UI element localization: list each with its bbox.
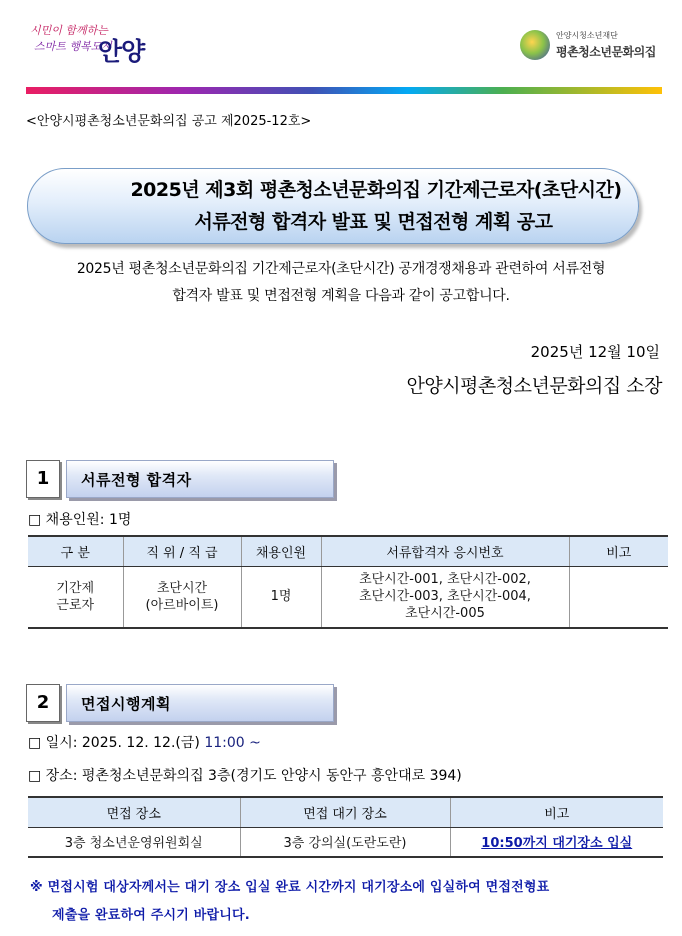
title-banner [27, 168, 639, 244]
cell-position [123, 566, 241, 628]
cell-applicants [321, 566, 569, 628]
city-name-logo: 안양 [98, 37, 145, 66]
applicants-line-3: 초단시간-005 [405, 606, 485, 622]
org-logo-sub: 안양시청소년재단 [556, 31, 618, 40]
section-1-title-bar [66, 460, 334, 498]
city-slogan-line1: 시민이 함께하는 [30, 24, 108, 37]
cell-count: 1명 [241, 566, 321, 628]
applicants-line-1: 초단시간-001, 초단시간-002, [359, 572, 531, 588]
schedule-time: 11:00 ~ [204, 735, 261, 751]
schedule-date: □ 일시: 2025. 12. 12.(금) [28, 735, 200, 751]
org-logo-name: 평촌청소년문화의집 [556, 45, 656, 59]
section-2-number: 2 [26, 684, 60, 722]
cell-category [28, 566, 123, 628]
category-line-1: 기간제 [56, 580, 95, 596]
table-row [28, 827, 663, 857]
cell-interview-room: 3층 청소년운영위원회실 [28, 827, 240, 857]
col-count: 채용인원 [241, 536, 321, 566]
arrival-deadline: 10:50까지 대기장소 입실 [481, 836, 633, 852]
header-divider-bar [26, 87, 662, 94]
notice-number: <안양시평촌청소년문화의집 공고 제2025-12호> [26, 114, 312, 129]
cell-waiting-room: 3층 강의실(도란도란) [240, 827, 450, 857]
col-applicants: 서류합격자 응시번호 [321, 536, 569, 566]
col-interview-room: 면접 장소 [28, 797, 240, 827]
position-line-1: 초단시간 [156, 580, 208, 596]
table-row [28, 566, 668, 628]
interview-schedule [28, 732, 261, 752]
section-1-header [26, 460, 334, 498]
document-pass-table [28, 535, 668, 629]
section-1-number: 1 [26, 460, 60, 498]
table-header-row [28, 797, 663, 827]
signer: 안양시평촌청소년문화의집 소장 [406, 375, 662, 397]
org-logo [520, 28, 670, 62]
section-2-header [26, 684, 334, 722]
notice-date: 2025년 12월 10일 [530, 343, 660, 361]
col-waiting-room: 면접 대기 장소 [240, 797, 450, 827]
interview-place-table [28, 796, 663, 858]
col-position: 직 위 / 직 급 [123, 536, 241, 566]
intro-line-1: 2025년 평촌청소년문화의집 기간제근로자(초단시간) 공개경쟁채용과 관련하여 서류전형 [76, 261, 606, 277]
applicants-line-2: 초단시간-003, 초단시간-004, [359, 589, 531, 605]
city-slogan-line2: 스마트 행복도시 [34, 40, 112, 53]
title-line-1: 2025년 제3회 평촌청소년문화의집 기간제근로자(초단시간) [130, 179, 622, 201]
col-note: 비고 [569, 536, 668, 566]
col-note: 비고 [450, 797, 663, 827]
anyang-city-logo [30, 20, 150, 70]
table-header-row [28, 536, 668, 566]
section-2-title: 면접시행계획 [81, 695, 171, 713]
intro-line-2: 합격자 발표 및 면접전형 계획을 다음과 같이 공고합니다. [172, 288, 510, 304]
footnote-line-2: 제출을 완료하여 주시기 바랍니다. [52, 908, 250, 923]
cell-note [569, 566, 668, 628]
interview-location: □ 장소: 평촌청소년문화의집 3층(경기도 안양시 동안구 흥안대로 394) [28, 768, 462, 784]
category-line-2: 근로자 [56, 597, 95, 613]
cell-note [450, 827, 663, 857]
position-line-2: (아르바이트) [145, 597, 219, 613]
title-line-2: 서류전형 합격자 발표 및 면접전형 계획 공고 [194, 211, 553, 233]
hiring-count: □ 채용인원: 1명 [28, 512, 132, 528]
org-emblem-icon [520, 30, 550, 60]
col-category: 구 분 [28, 536, 123, 566]
footnote-line-1: ※ 면접시험 대상자께서는 대기 장소 입실 완료 시간까지 대기장소에 입실하여 면접전형표 [30, 880, 550, 895]
section-1-title: 서류전형 합격자 [81, 471, 192, 489]
section-2-title-bar [66, 684, 334, 722]
